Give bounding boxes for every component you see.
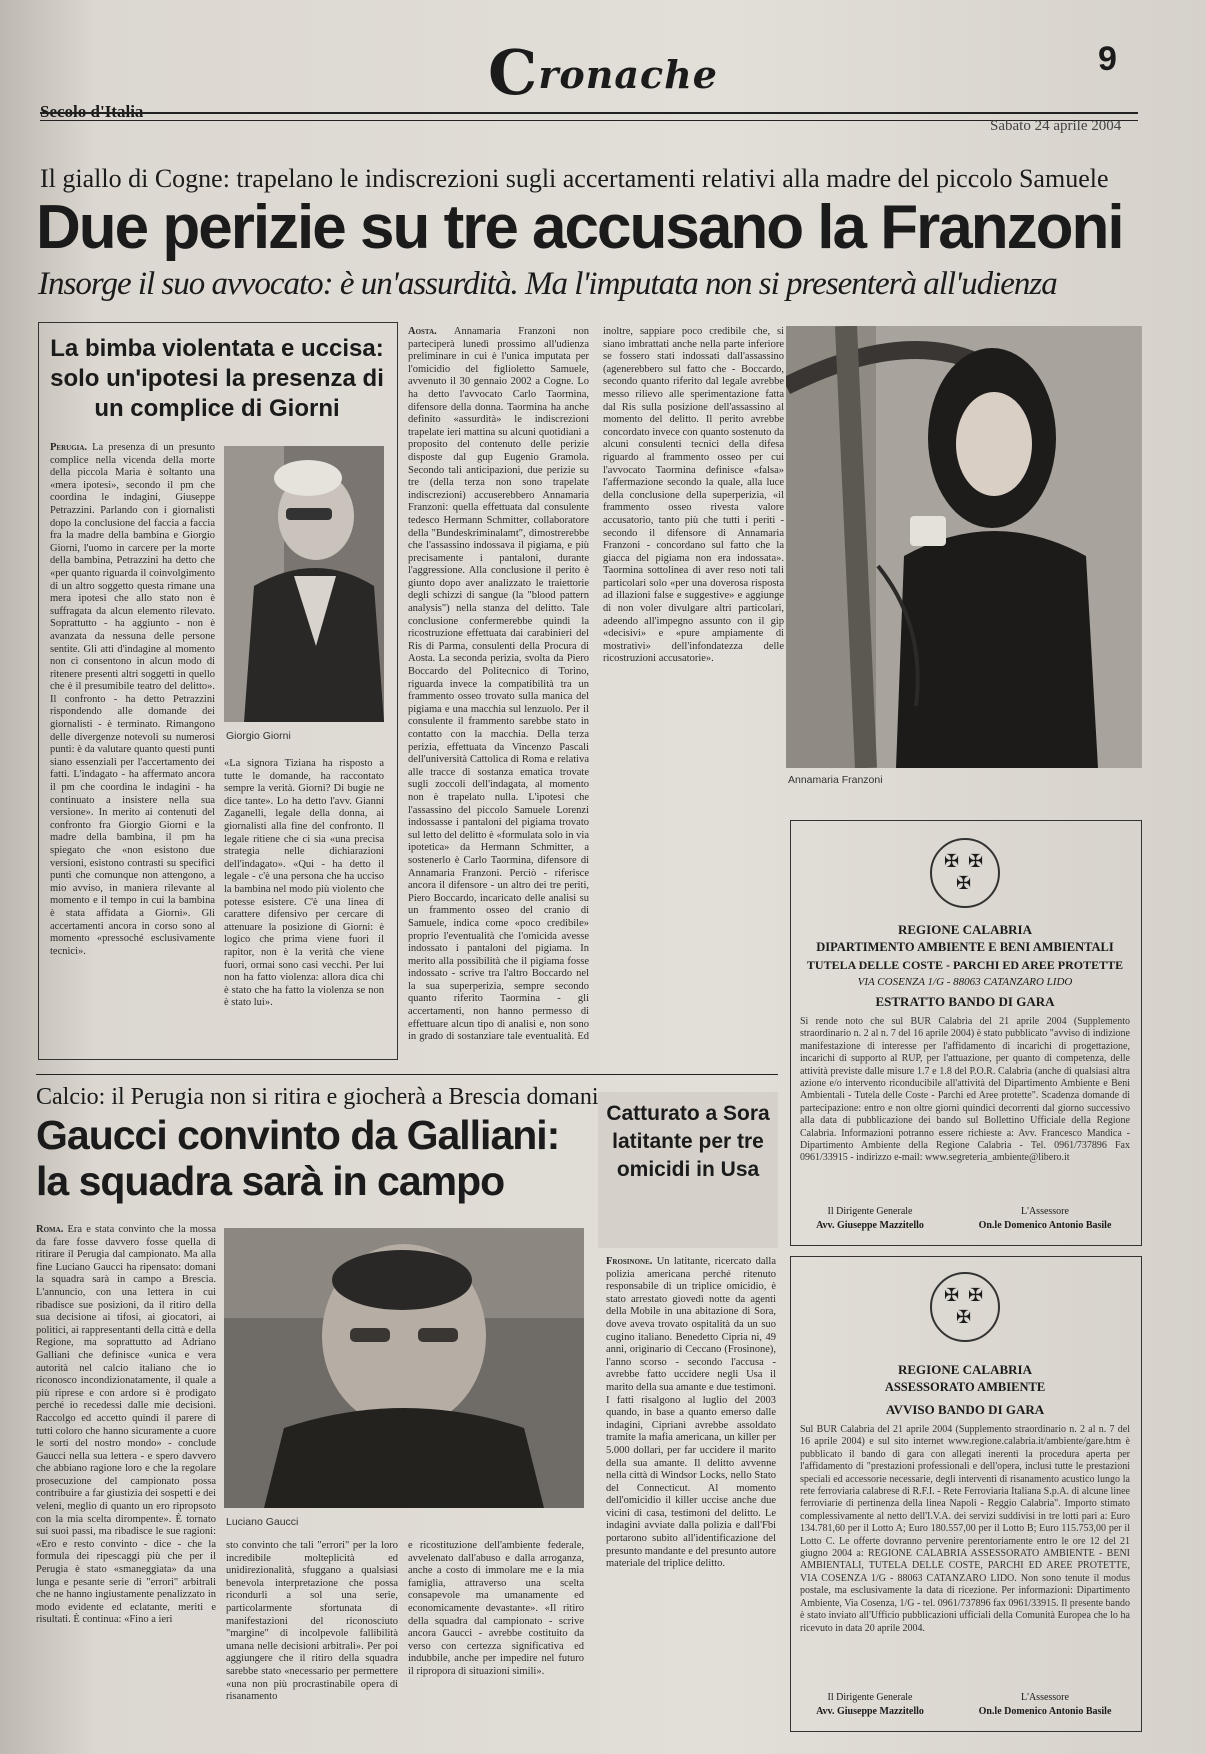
sport-rule bbox=[36, 1074, 778, 1075]
cross-icon: ✠ bbox=[956, 873, 972, 893]
page-number: 9 bbox=[1098, 40, 1117, 78]
sport-kicker: Calcio: il Perugia non si ritira e giocherà a Brescia domani bbox=[36, 1084, 599, 1110]
sport-body-a: Era e stata convinto che la mossa da fare fosse davvero fosse quella di ritirare il Perugia dal campionato. Ma alla fine Luciano Gaucci ha ripensato: domani la squadra sarà in campo a Brescia. L'annuncio, con una lettera in cui ribadisce sue posizioni, da il ritiro della sua decisione ai tifosi, ai giocatori, ai politici, ai rappresentanti della città e della Regione, ma soprattutto ad Adriano Galliani che definisce «unica e vera autorità nel calcio italiano che io riconosco incondizionatamente, il quale a più riprese e con ardore si è prodigato perché io recedessi dalle mie decisioni. Raccolgo ed accetto quindi il parere di tutti coloro che hanno sicuramente a cuore le sorti del nostro mondo» - conclude Gaucci nella sua lettera - e spero davvero che abbiano ragione loro e che la regolare prosecuzione del campionato possa contribuire a far giustizia dei sospetti e dei veleni, meglio di quanto un ero ripropsoto con la mia scelta dirompente». È tornato sui suoi passi, ma ribadisce le sue ragioni: «Ero e resto convinto - dice - che la formula dei ripescaggi più che per il Perugia è stato «smaneggiata» da una lunga e pesante serie di "errori" arbitrali che ne hanno ingiustamente penalizzato in modo evidente ed eclatante, meriti e risultati. È continua: «Fino a ieri bbox=[36, 1224, 216, 1626]
masthead-rule bbox=[40, 112, 1138, 114]
cross-icon: ✠ bbox=[968, 851, 984, 871]
ad1-sign-left-name: Avv. Giuseppe Mazzitello bbox=[816, 1220, 924, 1231]
ad1-title3: TUTELA DELLE COSTE - PARCHI ED AREE PROTETTE bbox=[806, 958, 1124, 972]
brief-dateline: Frosinone. bbox=[606, 1256, 653, 1267]
section-title bbox=[488, 36, 718, 109]
ad1-sign-right-name: On.le Domenico Antonio Basile bbox=[978, 1220, 1112, 1231]
cross-icon: ✠ bbox=[968, 1285, 984, 1305]
sport-body-b: sto convinto che tali "errori" per la loro incredibile molteplicità ed unidirezionalità, sfuggano a qualsiasi benevola interpretazione che possa ricondurli a sol una serie, particolarmente sfortunata di manifestazioni del riconosciuto "margine" di incolpevole fallibilità umana nelle decisioni arbitrali». Per poi aggiungere che il ritiro della squadra sarebbe stato «necessario per permettere «una non più procrastinabile opera di risanamento bbox=[226, 1540, 398, 1703]
main-subhead: Insorge il suo avvocato: è un'assurdità. Ma l'imputata non si presenterà all'udienza bbox=[38, 266, 1057, 302]
main-story-body bbox=[408, 326, 784, 1052]
masthead-rule-thin bbox=[40, 120, 1138, 121]
ad2-sign-right-name: On.le Domenico Antonio Basile bbox=[978, 1706, 1112, 1717]
ad1-sign-left-role: Il Dirigente Generale bbox=[827, 1206, 913, 1217]
side-dateline: Perugia. bbox=[50, 442, 88, 453]
main-headline: Due perizie su tre accusano la Franzoni bbox=[36, 193, 1123, 262]
ad2-sign-left-role: Il Dirigente Generale bbox=[827, 1692, 913, 1703]
cross-icon: ✠ bbox=[944, 851, 960, 871]
section-initial: C bbox=[488, 36, 539, 109]
ad1-title2: DIPARTIMENTO AMBIENTE E BENI AMBIENTALI bbox=[816, 940, 1114, 954]
side-box-headline: La bimba violentata e uccisa: solo un'ipotesi la presenza di un complice di Giorni bbox=[50, 335, 384, 422]
gaucci-photo-figure bbox=[224, 1228, 584, 1508]
side-body-b: «La signora Tiziana ha risposto a tutte le domande, ha raccontato sempre la verità. Giorni? Di bugie ne dice tante». Lo ha detto l'avv. Gianni Zaganelli, legale della donna, ai giornalisti alla fine del confronto. Il legale ritiene che ci sia «una precisa strategia nelle dichiarazioni dell'indagato». «Qui - ha detto il legale - c'è una persona che ha ucciso la bambina nel modo più violento che potesse esistere. C'è una linea di carattere difensivo per cercare di attenuare la posizione di Giorni: è logico che prima viene fuori il rapitor, non è la verità che viene fuori, ormai sono casi vecchi. Per lui non ha fatto violenza: allora dica chi è stato che ha fatto la violenza se non è stato lui». bbox=[224, 758, 384, 1009]
cross-icon: ✠ bbox=[956, 1307, 972, 1327]
ad1-address: VIA COSENZA 1/G - 88063 CATANZARO LIDO bbox=[857, 976, 1073, 988]
cross-icon: ✠ bbox=[944, 1285, 960, 1305]
ad2-title2: ASSESSORATO AMBIENTE bbox=[884, 1380, 1046, 1394]
giorni-photo-figure bbox=[224, 446, 384, 722]
side-body-a: La presenza di un presunto complice nella vicenda della morte della piccola Maria è soltanto una «mera ipotesi», secondo il pm che coordina le indagini, Giuseppe Petrazzini. Parlando con i giornalisti dopo la conclusione del faccia a faccia fra la madre della bambina e Giorgio Giorni, l'uomo in carcere per la morte della bambina, Petrazzini ha detto che «per quanto riguarda il coinvolgimento di un altro soggetto questa rimane una mera ipotesi che allo stato non è suffragata da alcun elemento rilevato. Soprattutto - ha aggiunto - non è avanzata da nessuna delle persone sentite. Gli atti d'indagine al momento non ci consentono in alcun modo di ritenere presenti altri soggetti in quello che è il presumibile teatro del delitto». Il confronto - ha detto Petrazzini rispondendo alle domande dei giornalisti - è terminato. Rimangono delle divergenze notevoli su numerosi punti: è da valutare quanto questi punti siano essenziali per l'accertamento dei fatti. L'indagato - ha affermato ancora il pm che coordina le indagini - ha continuato a insistere nella sua versione». In merito ai contenuti del confronto fra Giorgio Giorni e la madre della bambina, il pm ha spiegato che «non esistono due versioni, esistono contrasti su specifici punti che comunque non attengono, a mio avviso, in maniera rilevante al momento e il tempo in cui la bambina è stata affidata a Giorni». Gli accertamenti ancora in corso sono al momento «pressoché esclusivamente tecnici». bbox=[50, 442, 215, 957]
brief-body bbox=[606, 1256, 776, 1732]
franzoni-photo bbox=[786, 326, 1142, 768]
ad1-body: Si rende noto che sul BUR Calabria del 21 aprile 2004 (Supplemento straordinario n. 2 al n. 7 del 16 aprile 2004) è stato pubblicato "avviso di indizione manifestazione di interesse per l'affidamento di incarichi di progettazione, incarichi di supporto al RUP, per l'attuazione, per quanto di competenza, delle attività previste dalle misure 1.7 e 1.8 del P.O.R. Calabria (anche di qualsiasi altra azione e/o intervento riconducibile all'attività del Dipartimento Ambiente e Beni Ambientali - Tutela delle Coste - Parchi ed Aree protette". Scadenza domande di partecipazione: entro e non oltre giorni quindici decorrenti dal giorno successivo alla data di pubblicazione dei bando sul Bollettino Ufficiale della Regione Calabria. Informazioni potranno essere richieste a: Avv. Francesco Mandica - Dipartimento Ambiente della Regione Calabria - Tel. 0961/737896 Fax 0961/33915 - indirizzo e-mail: www.segreteria_ambiente@libero.it bbox=[800, 1016, 1130, 1164]
sport-col1 bbox=[36, 1224, 216, 1734]
section-title-rest: ronache bbox=[538, 52, 718, 97]
ad2-title1: REGIONE CALABRIA bbox=[898, 1362, 1032, 1377]
giorni-photo bbox=[224, 446, 384, 722]
regione-calabria-emblem-icon bbox=[930, 838, 1000, 908]
brief-body-text: Un latitante, ricercato dalla polizia americana perché ritenuto responsabile di un triplice omicidio, è stato arrestato giovedì notte da agenti della Mobile in una abitazione di Sora, dove aveva trovato ospitalità da un suo cugino italiano. Benedetto Cipria ni, 49 anni, originario di Ceccano (Frosinone), l'anno scorso - secondo l'accusa - avrebbe fatto uccidere negli Usa il marito della sua amante e due testimoni. I fatti risalgono al luglio del 2003 quando, in base a quanto emerso dalle indagini, Ciprianì avrebbe assoldato tramite la mafia americana, un killer per 5.000 dollari, per far uccidere il marito della sua amante. Il delitto avvenne nella città di Windsor Locks, nello Stato del Connecticut. Al momento dell'omicidio il killer uccise anche due vicini di casa, testimoni del delitto. Le indagini avviate dalla polizia e dall'Fbi portarono subito all'identificazione del presunto mandante e del presunto autore materiale del triplice delitto. bbox=[606, 1256, 776, 1570]
franzoni-caption: Annamaria Franzoni bbox=[788, 774, 883, 786]
gaucci-photo bbox=[224, 1228, 584, 1508]
ad1-sign-right-role: L'Assessore bbox=[1021, 1206, 1069, 1217]
sport-headline-1: Gaucci convinto da Galliani: bbox=[36, 1112, 560, 1158]
ad2-sign-left-name: Avv. Giuseppe Mazzitello bbox=[816, 1706, 924, 1717]
gaucci-caption: Luciano Gaucci bbox=[226, 1516, 299, 1528]
sport-headline-2: la squadra sarà in campo bbox=[36, 1158, 505, 1204]
brief-headline: Catturato a Sora latitante per tre omicidi in Usa bbox=[606, 1102, 770, 1181]
main-dateline: Aosta. bbox=[408, 326, 437, 337]
ad1-notice: ESTRATTO BANDO DI GARA bbox=[875, 994, 1055, 1009]
ad2-sign-right-role: L'Assessore bbox=[1021, 1692, 1069, 1703]
regione-calabria-emblem-icon bbox=[930, 1272, 1000, 1342]
ad1-title1: REGIONE CALABRIA bbox=[898, 922, 1032, 937]
ad2-notice: AVVISO BANDO DI GARA bbox=[885, 1402, 1045, 1417]
issue-date: Sabato 24 aprile 2004 bbox=[990, 118, 1122, 134]
giorni-caption: Giorgio Giorni bbox=[226, 730, 291, 742]
ad2-body: Sul BUR Calabria del 21 aprile 2004 (Supplemento straordinario n. 2 al n. 7 del 16 aprile 2004) e sul sito internet www.regione.calabria.it/ambiente/gare.htm è pubblicato il bando di gara con allegati inerenti la procedura aperta per l'affidamento di "prestazioni professionali e dell'opera, inclusi tutte le prestazioni speciali ed accessorie necessarie, degli interventi di risanamento acustico lungo la rete ferroviaria calabrese di R.F.I. - Rete Ferroviaria Italiana S.p.A. di alcune linee ferroviarie di pertinenza della linea Napoli - Reggio Calabria". Importo stimato complessivamente al netto dell'I.V.A. dei servizi suddivisi in tre lotti pari a: Euro 134.781,60 per il Lotto A; Euro 180.557,00 per il Lotto B; Euro 115.753,00 per il Lotto C. Le offerte dovranno pervenire perentoriamente entro le ore 12 del 21 giugno 2004 a: REGIONE CALABRIA ASSESSORATO AMBIENTE - BENI AMBIENTALI, TUTELA DELLE COSTE, PARCHI ED AREE PROTETTE, VIA COSENZA 1/G - 88063 CATANZARO LIDO. Non sono tenute il modus postale, ma esclusivamente la data di ricezione. Per informazioni: Dipartimento Ambiente, Via Cosenza, 1/G - tel. 0961/737896 fax 0961/33915. Il presente bando è stato inviato all'Ufficio pubblicazioni ufficiali della Comunità Europea che lo ha ricevuto in data 20 aprile 2004. bbox=[800, 1424, 1130, 1634]
main-body-text: Annamaria Franzoni non parteciperà lunedì prossimo all'udienza preliminare in cui è l'unica imputata per l'omicidio del figlioletto Samuele, avvenuto il 30 gennaio 2002 a Cogne. Lo ha detto l'avvocato Carlo Taormina, difensore della donna. Taormina ha anche definito «assurdità» le indiscrezioni trapelate ieri mattina su alcuni quotidiani a proposito del contenuto delle perizie disposte dal gup Eugenio Gramola. Secondo tali anticipazioni, due perizie su tre (della terza non sono trapelate indiscrezioni) accuserebbero Annamaria Franzoni: quella effettuata dal consulente tedesco Hermann Schmitter, collaboratore della "Bundeskriminalamt", dimostrerebbe che l'assassino indossava il pigiama, e più precisamente i pantaloni, durante l'aggressione. Alla conclusione il perito è giunto dopo aver analizzato le traiettorie degli schizzi di sangue (la "blood pattern analysis") nella stanza del delitto. Tale conclusione confermerebbe quindi la ricostruzione effettuata dai carabinieri del Ris di Parma, consulenti della Procura di Aosta. La seconda perizia, svolta da Piero Boccardo del Politecnico di Torino, riguarda invece la compatibilità tra un frammento osseo trovato sulla manica del pigiama e una macchia sul lenzuolo. Per il consulente il frammento sarebbe stato in contatto con la macchia. Della terza perizia, effettuata da Vincenzo Pascali dell'università Cattolica di Roma e relativa alle tracce di sostanza ematica trovate sugli zoccoli dell'indagata, al momento non è trapelato nulla. L'ipotesi che l'assassino del piccolo Samuele Lorenzi indossasse i pantaloni del pigiama trovato sul letto del delitto è «formulata solo in via ipotetica» da Hermann Schmitter, a sostenerlo è Carlo Taormina, difensore di Annamaria Franzoni. Perciò - riferisce ancora il difensore - un altro dei tre periti, Piero Boccardo, incaricato delle analisi su un frammento osseo del cranio di Samuele, indica come «poco credibile» proprio l'eventualità che l'omicida avesse indossato i pantaloni del pigiama. In merito alla possibilità che il pigiama fosse indossato - scrive tra l'altro Boccardo nel la sua superperizia, sempre secondo quanto riferito Taormina - gli accertamenti, non hanno permesso di effettuare alcun tipo di analisi e, non sono in grado di sostanziare tale eventualità. Ed inoltre, sappiare poco credibile che, si siano imbrattati anche nella parte inferiore se fossero stati indossati dall'assassino (agenerebbero sul fatto che - Boccardo, secondo quanto riferito dal legale avrebbe messo rilievo alle sperimentazione fatta dal Ris sulla posizione dell'assassino al momento del delitto. Il perito avrebbe concordato invece con quanto sostenuto da alcuni consulenti tecnici della difesa riguardo al frammento osseo per cui l'avvocato Taormina definisce «falsa» l'affermazione secondo la quale, alla luce della conclusione della superperizia, «il frammento osseo rivesta valore accusatorio, tanto più che tutti i periti - secondo il difensore di Annamaria Franzoni - concordano sul fatto che la giacca del pigiama non era indossata». Taormina sottolinea di aver reso noti tali particolari solo «per una doverosa risposta ad illazioni false e suggestive» e aggiunge di non voler divulgare altri particolari, adeendo all'impegno assunto con il gip «decisivi» e «pure ampiamente di mostrativi» dell'infondatezza delle ricostruzioni accusatorie». bbox=[408, 326, 784, 1043]
side-box-col1 bbox=[50, 442, 215, 1048]
sport-dateline: Roma. bbox=[36, 1224, 64, 1235]
main-kicker: Il giallo di Cogne: trapelano le indiscrezioni sugli accertamenti relativi alla madre del piccolo Samuele bbox=[40, 164, 1109, 193]
franzoni-photo-figure bbox=[786, 326, 1142, 768]
sport-body-c: e ricostituzione dell'ambiente federale, avvelenato dall'abuso e dalla arroganza, anche a costo di immolare me e la mia famiglia, attraverso una scelta consapevole ma umanamente ed economicamente devastante». «Il ritiro della squadra dal campionato - scrive ancora Gaucci - avrebbe costituito da verso con certezza significativa ed indubbile, anche per impedire nel futuro il ripropora di situazioni simili». bbox=[408, 1540, 584, 1677]
